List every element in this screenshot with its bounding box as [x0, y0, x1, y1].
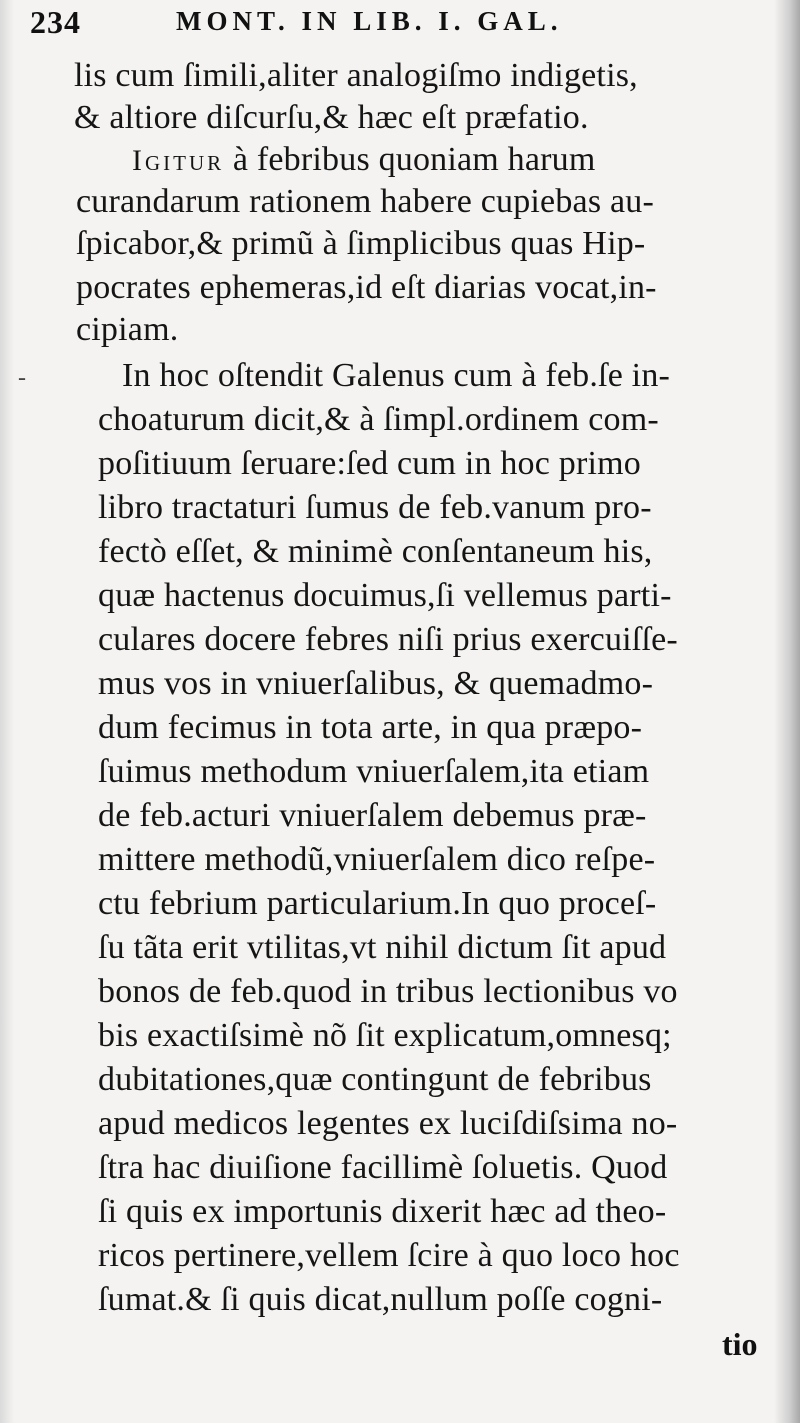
text-line: lis cum ſimili,aliter analogiſmo indigetis, — [74, 57, 638, 94]
line-rest: febribus quoniam harum — [256, 141, 596, 178]
text-line — [132, 140, 596, 181]
page-header — [30, 4, 770, 44]
running-head: MONT. IN LIB. I. GAL. — [176, 6, 563, 36]
text-line: dubitationes,quæ contingunt de febribus — [98, 1061, 652, 1098]
text-line: pocrates ephemeras,id eſt diarias vocat,in- — [76, 269, 657, 306]
text-line: ſpicabor,& primũ à ſimplicibus quas Hip- — [76, 225, 646, 262]
text-line: ricos pertinere,vellem ſcire à quo loco hoc — [98, 1237, 680, 1274]
text-line: ſi quis ex importunis dixerit hæc ad theo- — [98, 1193, 667, 1230]
text-line: ſuimus methodum vniuerſalem,ita etiam — [98, 753, 650, 790]
text-line: ctu febrium particularium.In quo proceſ- — [98, 885, 657, 922]
catchword: tio — [722, 1326, 758, 1362]
text-line: choaturum dicit,& à ſimpl.ordinem com- — [98, 401, 659, 438]
text-line: fectò eſſet, & minimè conſentaneum his, — [98, 533, 653, 570]
text-line: apud medicos legentes ex luciſdiſsima no- — [98, 1105, 678, 1142]
text-line: de feb.acturi vniuerſalem debemus præ- — [98, 797, 647, 834]
text-line: ſtra hac diuiſione facillimè ſoluetis. Quod — [98, 1149, 668, 1186]
text-line: bonos de feb.quod in tribus lectionibus vo — [98, 973, 678, 1010]
text-line: bis exactiſsimè nõ ſit explicatum,omnesq; — [98, 1017, 672, 1054]
text-line: dum fecimus in tota arte, in qua præpo- — [98, 709, 643, 746]
text-line: In hoc oſtendit Galenus cum à feb.ſe in- — [122, 357, 671, 394]
page-number: 234 — [30, 4, 81, 40]
text-line: ſu tãta erit vtilitas,vt nihil dictum ſit apud — [98, 929, 667, 966]
text-line: libro tractaturi ſumus de feb.vanum pro- — [98, 489, 652, 526]
text-line: poſitiuum ſeruare:ſed cum in hoc primo — [98, 445, 641, 482]
margin-mark: - — [18, 365, 26, 391]
text-line: & altiore diſcurſu,& hæc eſt præfatio. — [74, 99, 589, 136]
text-line: ſumat.& ſi quis dicat,nullum poſſe cogni- — [98, 1281, 663, 1318]
page-edge-shadow — [774, 0, 800, 1423]
text-line: culares docere febres niſi prius exercuiſſe- — [98, 621, 678, 658]
igitur-word: Igitur — [132, 144, 225, 177]
text-line: mus vos in vniuerſalibus, & quemadmo- — [98, 665, 654, 702]
text-line: cipiam. — [76, 311, 179, 348]
a-word: à — [232, 141, 249, 178]
text-line: mittere methodũ,vniuerſalem dico reſpe- — [98, 841, 656, 878]
text-line: curandarum rationem habere cupiebas au- — [76, 183, 654, 220]
page-gutter-shadow — [0, 0, 14, 1423]
text-line: quæ hactenus docuimus,ſi vellemus parti- — [98, 577, 672, 614]
